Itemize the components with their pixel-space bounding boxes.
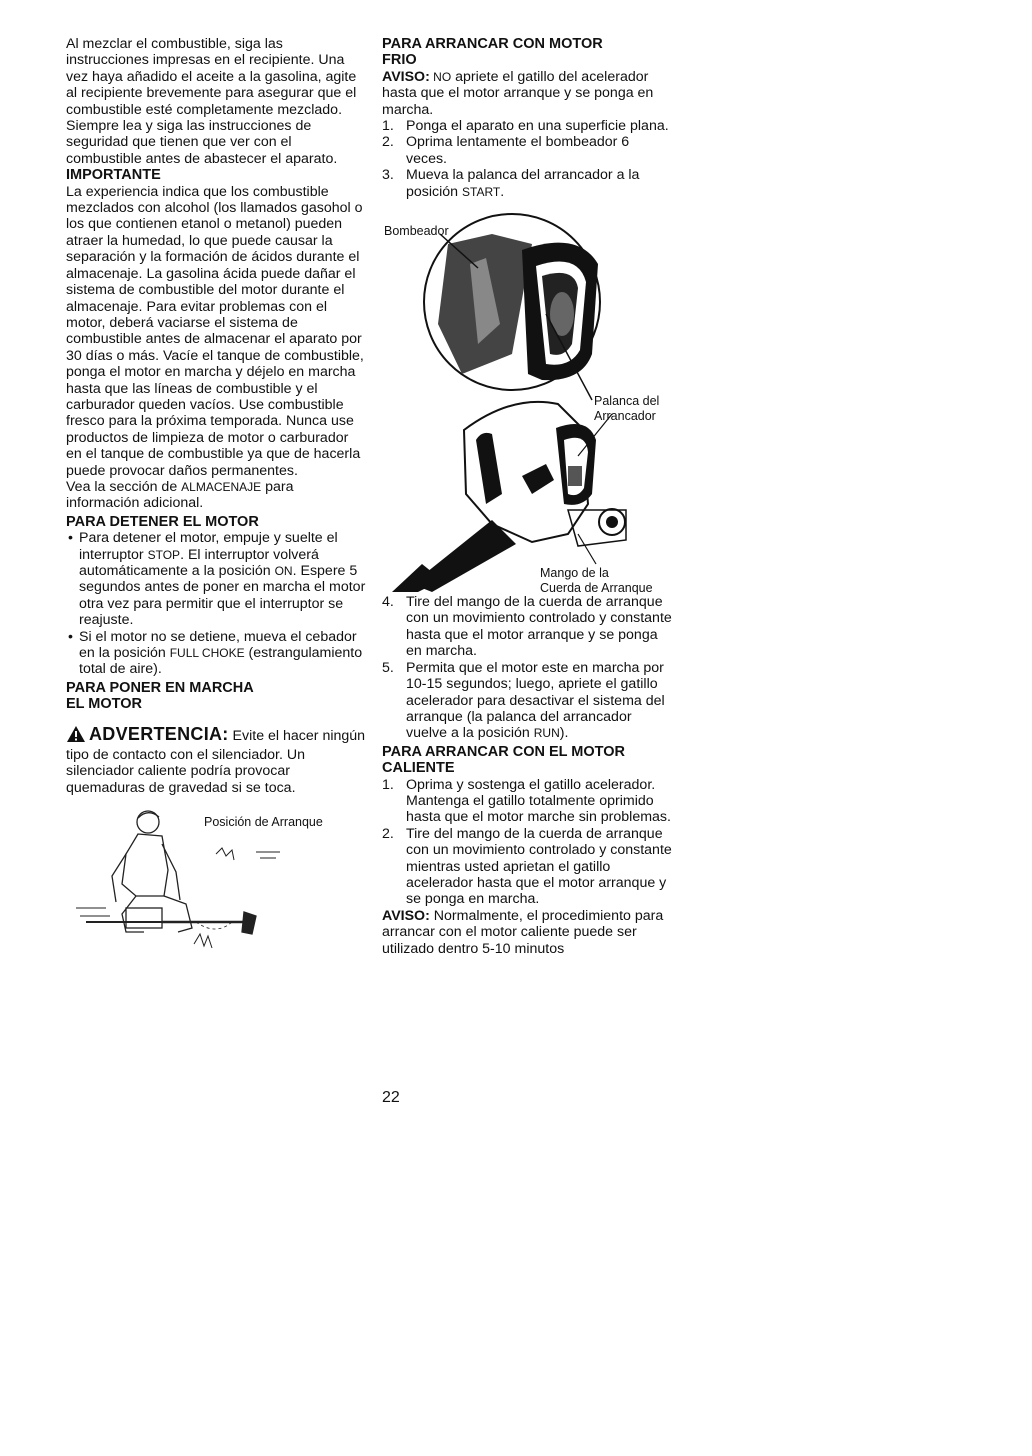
importante-heading: IMPORTANTE bbox=[66, 167, 161, 184]
detener-heading: PARA DETENER EL MOTOR bbox=[66, 513, 259, 530]
right-column bbox=[382, 36, 674, 957]
list-item: • Para detener el motor, empuje y suelte el interruptor STOP. El interruptor volverá automáticamente a la posición ON. Espere 5 segundos antes de poner en marcha el motor otra vez para permitir que el interruptor se reajuste. bbox=[66, 530, 366, 628]
bombeador-label: Bombeador bbox=[384, 224, 449, 239]
list-item: 5. Permita que el motor este en marcha por 10-15 segundos; luego, apriete el gatillo acelerador para desactivar el sistema del arranque (la palanca del arrancador vuelve a la posición RUN). bbox=[382, 659, 665, 742]
list-item: 1. Ponga el aparato en una superficie plana. bbox=[382, 118, 669, 135]
warning-block bbox=[66, 725, 366, 797]
palanca-label-line-1: Palanca del bbox=[594, 394, 660, 409]
starting-position-label: Posición de Arranque bbox=[204, 815, 323, 830]
poner-heading-line-1: PARA PONER EN MARCHA bbox=[66, 679, 254, 696]
page-number: 22 bbox=[382, 1089, 400, 1106]
frio-steps-list bbox=[382, 118, 674, 200]
starting-position-figure bbox=[66, 804, 366, 954]
frio-heading-line-2: FRIO bbox=[382, 52, 417, 69]
aviso-warm-start: AVISO: Normalmente, el procedimiento para arrancar con el motor caliente puede ser utilizado dentro 5-10 minutos bbox=[382, 907, 664, 957]
list-item: 2. Tire del mango de la cuerda de arranque con un movimiento controlado y constante mientras usted aprietan el gatillo acelerador hasta que el motor arranque y se ponga en marcha. bbox=[382, 825, 672, 908]
engine-figure bbox=[382, 204, 674, 596]
detener-list bbox=[66, 530, 366, 678]
list-item: 2. Oprima lentamente el bombeador 6 veces. bbox=[382, 134, 630, 167]
left-column bbox=[66, 36, 366, 954]
palanca-label-line-2: Arrancador bbox=[594, 409, 656, 424]
list-item: 3. Mueva la palanca del arrancador a la posición START. bbox=[382, 167, 640, 200]
frio-steps-continued bbox=[382, 594, 674, 742]
mango-label-line-1: Mango de la bbox=[540, 566, 609, 581]
list-item: • Si el motor no se detiene, mueva el cebador en la posición FULL CHOKE (estrangulamiento total de aire). bbox=[66, 629, 366, 678]
caliente-heading-line-1: PARA ARRANCAR CON EL MOTOR bbox=[382, 743, 626, 760]
frio-heading-line-1: PARA ARRANCAR CON MOTOR bbox=[382, 36, 603, 52]
caliente-steps-list bbox=[382, 777, 674, 908]
fuel-mixing-paragraph: Al mezclar el combustible, siga las instrucciones impresas en el recipiente. Una vez haya añadido el aceite a la gasolina, agite al recipiente brevemente para asegurar que el combustible esté completamente mezclado. Siempre lea y siga las instrucciones de seguridad que tienen que ver con el combustible antes de abastecer el aparato. bbox=[66, 36, 357, 167]
list-item: 4. Tire del mango de la cuerda de arranque con un movimiento controlado y constante hasta que el motor arranque y se ponga en marcha. bbox=[382, 594, 672, 660]
importante-paragraph: La experiencia indica que los combustible mezclados con alcohol (los llamados gasohol o los que contienen etanol o metanol) pueden atraer la humedad, lo que puede causar la separación y la formación de ácidos durante el almacenaje. La gasolina ácida puede dañar el sistema de combustible del motor durante el almacenaje. Para evitar problemas con el motor, deberá vaciarse el sistema de combustible antes de almacenar el aparato por 30 días o más. Vacíe el tanque de combustible, ponga el motor en marcha y déjelo en marcha hasta que las líneas de combustible y el carburador queden vacíos. Use combustible fresco para la próxima temporada. Nunca use productos de limpieza de motor o carburador en el tanque de combustible ya que de hacerla puede provocar daños permanentes. bbox=[66, 183, 364, 479]
caliente-heading-line-2: CALIENTE bbox=[382, 760, 455, 777]
warning-triangle-icon bbox=[66, 725, 86, 747]
poner-heading-line-2: EL MOTOR bbox=[66, 696, 142, 713]
mango-label-line-2: Cuerda de Arranque bbox=[540, 581, 653, 596]
warning-title: ADVERTENCIA: bbox=[89, 723, 229, 744]
warning-text: Evite el hacer ningún tipo de contacto con el silenciador. Un silenciador caliente podría provocar quemaduras de gravedad si se toca. bbox=[66, 727, 366, 796]
list-item: 1. Oprima y sostenga el gatillo acelerador. Mantenga el gatillo totalmente oprimido hasta que el motor marche sin problemas. bbox=[382, 776, 671, 826]
aviso-cold-start: AVISO: NO apriete el gatillo del acelerador hasta que el motor arranque y se ponga en marcha. bbox=[382, 68, 654, 118]
storage-reference-paragraph: Vea la sección de ALMACENAJE para información adicional. bbox=[66, 478, 294, 512]
